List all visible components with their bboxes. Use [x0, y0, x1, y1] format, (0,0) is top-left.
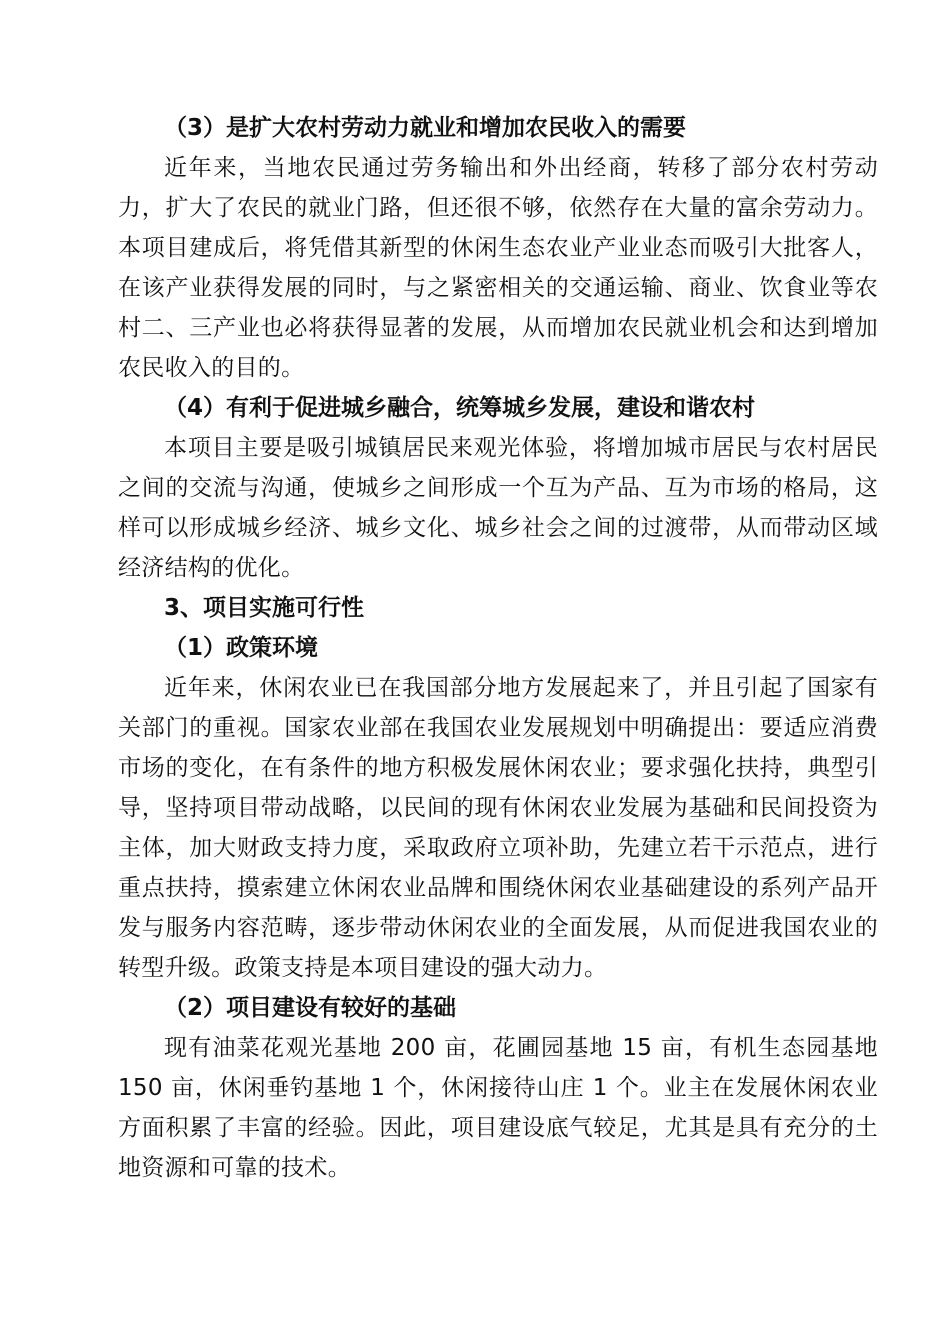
section-heading-policy: （1）政策环境 — [164, 635, 319, 661]
section-heading-foundation: （2）项目建设有较好的基础 — [164, 995, 457, 1021]
paragraph-foundation: 现有油菜花观光基地 200 亩，花圃园基地 15 亩，有机生态园基地 150 亩，休闲垂钓基地 1 个，休闲接待山庄 1 个。业主在发展休闲农业方面积累了丰富的经验。因此，项目建设底气较足，尤其是具有充分的土地资源和可靠的技术。 — [118, 1035, 878, 1181]
paragraph-urban-rural: 本项目主要是吸引城镇居民来观光体验，将增加城市居民与农村居民之间的交流与沟通，使城乡之间形成一个互为产品、互为市场的格局，这样可以形成城乡经济、城乡文化、城乡社会之间的过渡带，从而带动区域经济结构的优化。 — [118, 435, 878, 581]
section-heading-4: （4）有利于促进城乡融合，统筹城乡发展，建设和谐农村 — [164, 395, 756, 421]
document-page — [118, 108, 878, 1188]
paragraph-policy: 近年来，休闲农业已在我国部分地方发展起来了，并且引起了国家有关部门的重视。国家农业部在我国农业发展规划中明确提出：要适应消费市场的变化，在有条件的地方积极发展休闲农业；要求强化扶持，典型引导，坚持项目带动战略，以民间的现有休闲农业发展为基础和民间投资为主体，加大财政支持力度，采取政府立项补助，先建立若干示范点，进行重点扶持，摸索建立休闲农业品牌和围绕休闲农业基础建设的系列产品开发与服务内容范畴，逐步带动休闲农业的全面发展，从而促进我国农业的转型升级。政策支持是本项目建设的强大动力。 — [118, 675, 878, 981]
section-heading-3: （3）是扩大农村劳动力就业和增加农民收入的需要 — [164, 115, 687, 141]
paragraph-employment: 近年来，当地农民通过劳务输出和外出经商，转移了部分农村劳动力，扩大了农民的就业门路，但还很不够，依然存在大量的富余劳动力。本项目建成后，将凭借其新型的休闲生态农业产业业态而吸引大批客人，在该产业获得发展的同时，与之紧密相关的交通运输、商业、饮食业等农村二、三产业也必将获得显著的发展，从而增加农民就业机会和达到增加农民收入的目的。 — [118, 155, 878, 381]
section-heading-feasibility: 3、项目实施可行性 — [164, 595, 365, 621]
